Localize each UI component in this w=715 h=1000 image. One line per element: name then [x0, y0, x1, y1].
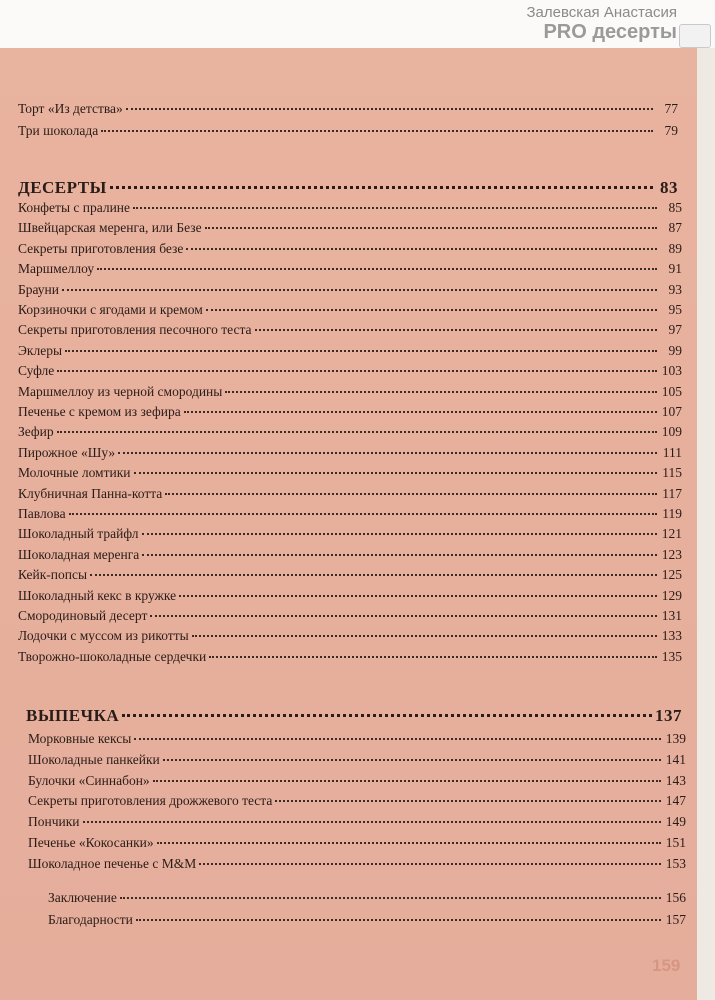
toc-entry-page: 123 — [661, 546, 682, 562]
toc-entry[interactable] — [28, 773, 686, 789]
section-title: ВЫПЕЧКА — [26, 706, 120, 725]
section-page: 137 — [655, 706, 682, 725]
dot-leader — [110, 186, 653, 189]
toc-entry-page: 103 — [661, 363, 682, 379]
dot-leader — [205, 227, 657, 229]
dot-leader — [69, 513, 657, 515]
toc-entry-page: 111 — [662, 444, 682, 460]
toc-entry-page: 153 — [665, 855, 686, 871]
dot-leader — [275, 800, 661, 802]
dot-leader — [206, 309, 657, 311]
toc-entry[interactable] — [28, 835, 686, 851]
toc-entry-title: Зефир — [18, 424, 54, 440]
toc-entry[interactable] — [28, 752, 686, 768]
toc-entry-title: Маршмеллоу — [18, 261, 95, 277]
toc-entry[interactable] — [18, 465, 682, 481]
dot-leader — [101, 130, 653, 132]
dot-leader — [122, 714, 652, 717]
toc-entry-page: 115 — [662, 465, 682, 481]
toc-entry-title: Секреты приготовления песочного теста — [18, 322, 252, 338]
dot-leader — [65, 350, 657, 352]
toc-entry[interactable] — [18, 363, 682, 379]
dot-leader — [97, 268, 657, 270]
toc-entry-title: Шоколадная меренга — [18, 546, 140, 562]
toc-entry-page: 99 — [668, 342, 682, 358]
toc-entry-page: 87 — [668, 220, 682, 236]
toc-entry-page: 149 — [665, 814, 686, 830]
dot-leader — [192, 635, 657, 637]
toc-entry-page: 131 — [661, 608, 682, 623]
toc-entry-page: 151 — [665, 835, 686, 850]
dot-leader — [165, 493, 657, 495]
section-heading-baking[interactable] — [26, 706, 682, 726]
toc-entry-title: Кейк-попсы — [18, 567, 88, 583]
toc-entry[interactable] — [18, 649, 682, 665]
page-number: 159 — [652, 956, 681, 975]
toc-entry-title: Шоколадные панкейки — [28, 751, 160, 767]
toc-entry-title: Маршмеллоу из черной смородины — [18, 383, 223, 399]
toc-entry-page: 147 — [665, 793, 686, 809]
book-title: PRO десерты — [543, 21, 677, 43]
toc-entry-title: Молочные ломтики — [18, 465, 131, 481]
toc-entry-page: 97 — [668, 322, 682, 338]
dot-leader — [157, 842, 661, 844]
toc-entry[interactable] — [18, 424, 682, 440]
toc-entry-title: Клубничная Панна-котта — [18, 485, 163, 501]
toc-entry-page: 109 — [661, 424, 682, 440]
dot-leader — [184, 411, 657, 413]
section-heading-desserts[interactable] — [18, 178, 678, 198]
toc-entry-title: Шоколадный трайфл — [18, 526, 139, 542]
toc-entry[interactable] — [48, 890, 686, 906]
toc-entry-page: 79 — [664, 123, 678, 138]
toc-entry-title: Булочки «Синнабон» — [28, 772, 150, 788]
toc-entry-page: 117 — [662, 485, 682, 501]
toc-entry-title: Благодарности — [48, 912, 133, 927]
toc-entry[interactable] — [18, 506, 682, 522]
toc-entry[interactable] — [28, 856, 686, 872]
toc-entry-page: 77 — [664, 101, 678, 116]
toc-entry-page: 119 — [662, 506, 682, 521]
toc-entry-page: 121 — [661, 526, 682, 542]
toc-entry-title: Пирожное «Шу» — [18, 444, 116, 460]
toc-entry[interactable] — [18, 200, 682, 216]
toc-entry[interactable] — [18, 486, 682, 502]
toc-entry-title: Пончики — [28, 814, 80, 830]
toc-entry-title: Шоколадное печенье с M&M — [28, 855, 197, 871]
toc-entry-page: 156 — [665, 890, 686, 905]
toc-entry[interactable] — [18, 322, 682, 338]
dot-leader — [186, 248, 657, 250]
toc-entry[interactable] — [28, 731, 686, 747]
toc-entry[interactable] — [18, 302, 682, 318]
dot-leader — [90, 574, 657, 576]
dot-leader — [209, 656, 657, 658]
toc-entry-title: Заключение — [48, 890, 117, 905]
toc-entry[interactable] — [48, 912, 686, 928]
toc-entry[interactable] — [18, 588, 682, 604]
toc-entry-title: Смородиновый десерт — [18, 608, 148, 623]
dot-leader — [163, 759, 661, 761]
toc-entry-page: 107 — [661, 404, 682, 419]
dot-leader — [255, 329, 657, 331]
toc-entry[interactable] — [18, 384, 682, 400]
toc-entry-title: Павлова — [18, 506, 66, 521]
toc-entry[interactable] — [18, 123, 678, 139]
dot-leader — [126, 108, 653, 110]
toc-entry-title: Шоколадный кекс в кружке — [18, 587, 177, 603]
dot-leader — [83, 821, 661, 823]
toc-entry[interactable] — [28, 814, 686, 830]
toc-entry[interactable] — [18, 445, 682, 461]
toc-entry[interactable] — [18, 628, 682, 644]
toc-entry-page: 105 — [661, 383, 682, 399]
toc-entry-title: Секреты приготовления безе — [18, 240, 184, 256]
toc-entry-page: 89 — [668, 240, 682, 256]
toc-entry[interactable] — [18, 608, 682, 624]
toc-entry-page: 93 — [668, 281, 682, 297]
dot-leader — [199, 863, 661, 865]
dot-leader — [118, 452, 657, 454]
dot-leader — [153, 780, 661, 782]
toc-entry-page: 157 — [665, 912, 686, 927]
toc-entry-title: Печенье «Кокосанки» — [28, 835, 154, 850]
dot-leader — [134, 738, 661, 740]
toc-entry[interactable] — [18, 261, 682, 277]
toc-entry-title: Печенье с кремом из зефира — [18, 404, 181, 419]
dot-leader — [62, 289, 657, 291]
toc-entry[interactable] — [18, 343, 682, 359]
toc-entry-page: 129 — [661, 587, 682, 603]
toc-entry-title: Швейцарская меренга, или Безе — [18, 220, 202, 236]
page-edge — [697, 48, 715, 1000]
toc-entry[interactable] — [18, 282, 682, 298]
dot-leader — [136, 919, 661, 921]
toc-entry-page: 125 — [661, 567, 682, 583]
dot-leader — [134, 472, 657, 474]
author-name: Залевская Анастасия — [526, 4, 677, 21]
toc-entry-page: 139 — [665, 731, 686, 746]
dot-leader — [142, 554, 657, 556]
toc-entry[interactable] — [18, 241, 682, 257]
toc-entry-title: Суфле — [18, 363, 55, 379]
toc-entry-page: 95 — [668, 302, 682, 317]
dot-leader — [133, 207, 657, 209]
page-header — [0, 0, 715, 48]
dot-leader — [120, 897, 661, 899]
toc-entry-title: Три шоколада — [18, 123, 99, 138]
toc-entry-page: 133 — [661, 628, 682, 644]
toc-entry-page: 135 — [661, 648, 682, 664]
toc-entry-title: Эклеры — [18, 342, 63, 358]
toc-entry[interactable] — [18, 101, 678, 117]
toc-entry-title: Секреты приготовления дрожжевого теста — [28, 793, 273, 809]
toc-entry-title: Корзиночки с ягодами и кремом — [18, 302, 203, 317]
toc-entry-page: 141 — [665, 751, 686, 767]
toc-entry-page: 91 — [668, 261, 682, 277]
dot-leader — [179, 595, 657, 597]
toc-entry-title: Морковные кексы — [28, 731, 132, 746]
toc-entry[interactable] — [18, 547, 682, 563]
dot-leader — [142, 533, 658, 535]
toc-entry-title: Конфеты с пралине — [18, 200, 131, 215]
toc-entry[interactable] — [18, 567, 682, 583]
cake-icon — [679, 24, 711, 48]
dot-leader — [57, 370, 657, 372]
toc-entry[interactable] — [18, 220, 682, 236]
toc-entry-title: Творожно-шоколадные сердечки — [18, 648, 207, 664]
dot-leader — [57, 431, 657, 433]
section-title: ДЕСЕРТЫ — [18, 178, 107, 197]
toc-entry-title: Лодочки с муссом из рикотты — [18, 628, 189, 644]
toc-entry[interactable] — [28, 793, 686, 809]
section-page: 83 — [660, 178, 678, 197]
toc-entry-page: 85 — [668, 200, 682, 215]
dot-leader — [225, 391, 657, 393]
toc-entry[interactable] — [18, 526, 682, 542]
toc-entry-title: Брауни — [18, 281, 60, 297]
dot-leader — [150, 615, 657, 617]
toc-entry-page: 143 — [665, 772, 686, 788]
toc-entry-title: Торт «Из детства» — [18, 101, 123, 116]
toc-entry[interactable] — [18, 404, 682, 420]
